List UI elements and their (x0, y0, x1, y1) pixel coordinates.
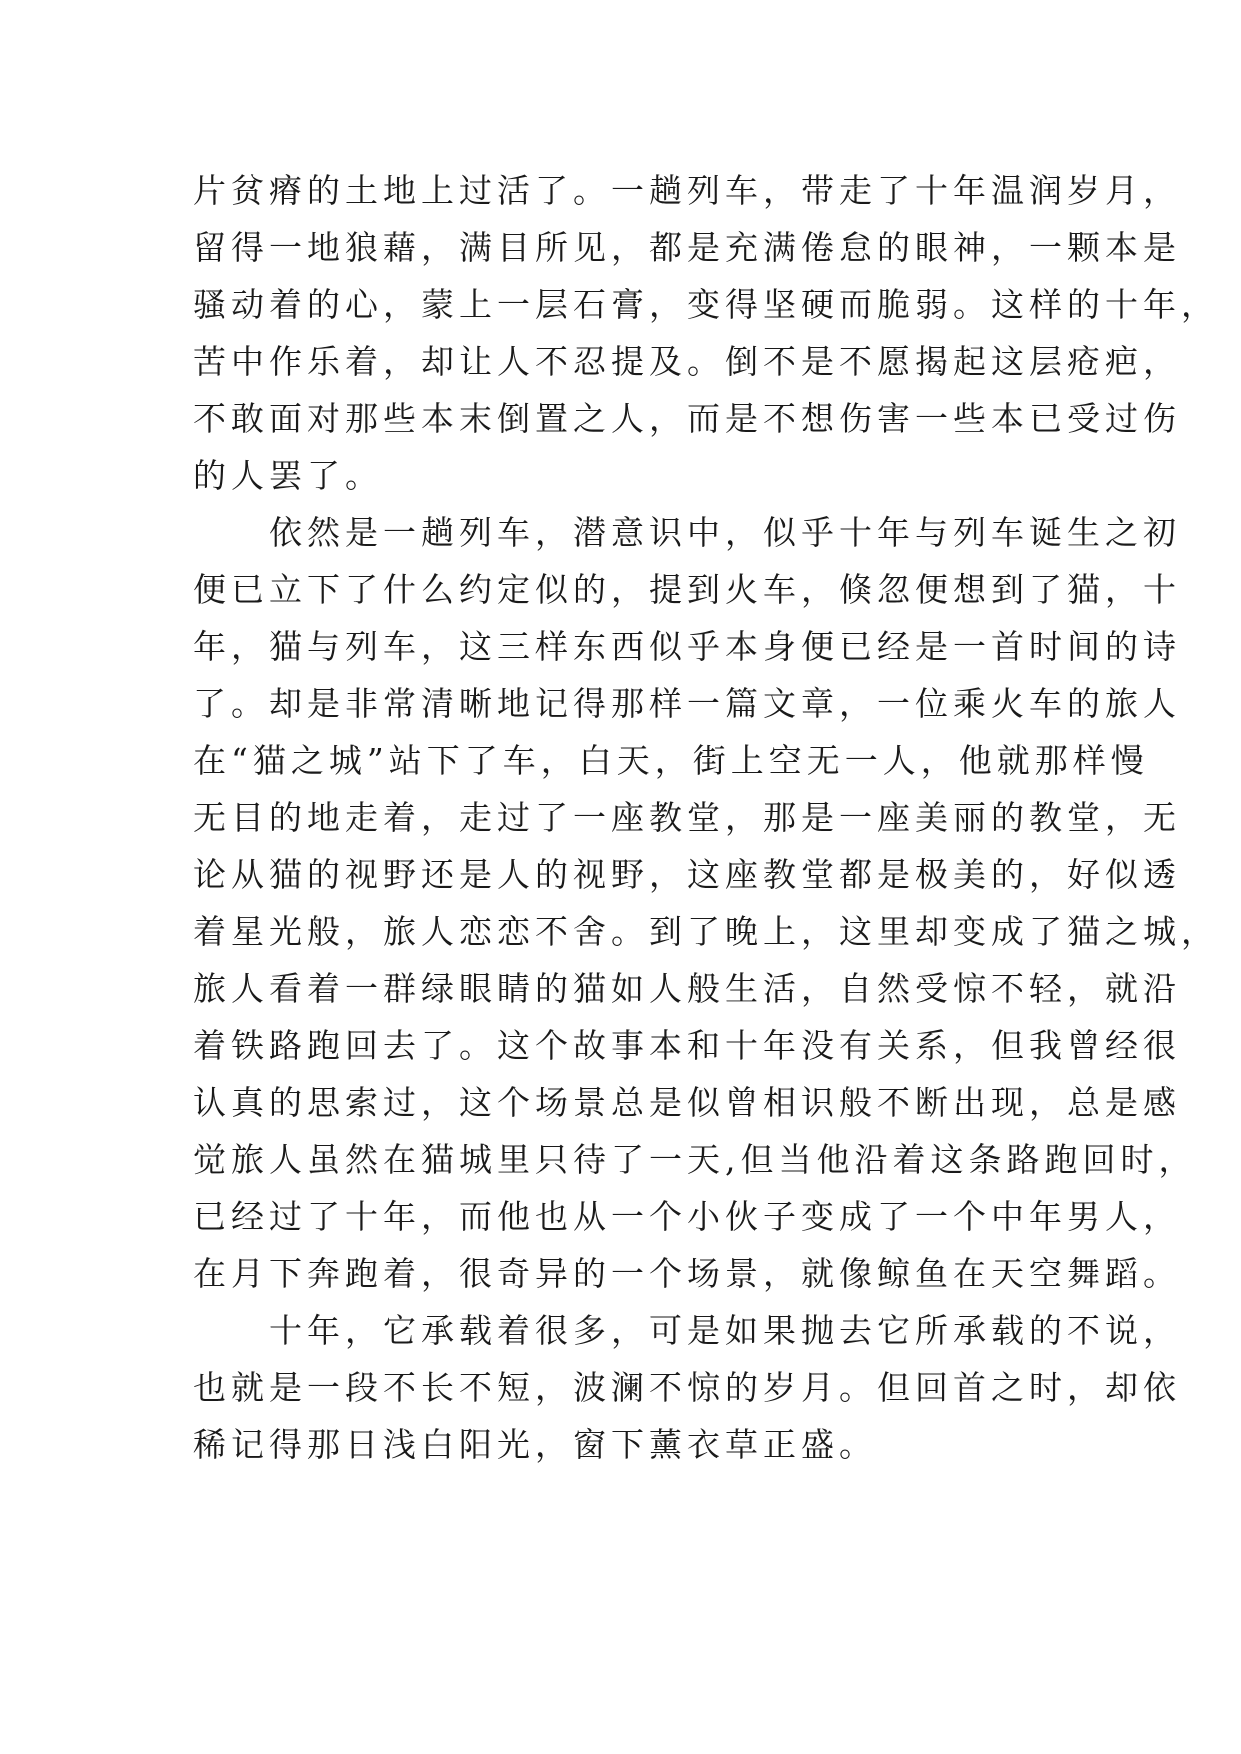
text-line: 认真的思索过，这个场景总是似曾相识般不断出现，总是感 (193, 1083, 1181, 1122)
text-line: 着铁路跑回去了。这个故事本和十年没有关系，但我曾经很 (193, 1026, 1181, 1065)
text-line: 片贫瘠的土地上过活了。一趟列车，带走了十年温润岁月， (193, 171, 1181, 210)
text-line: 也就是一段不长不短，波澜不惊的岁月。但回首之时，却依 (193, 1368, 1181, 1407)
text-line: 苦中作乐着，却让人不忍提及。倒不是不愿揭起这层疮疤， (193, 342, 1181, 381)
text-line: 了。却是非常清晰地记得那样一篇文章，一位乘火车的旅人 (193, 684, 1181, 723)
text-line: 在“猫之城”站下了车，白天，街上空无一人，他就那样慢 (193, 741, 1149, 780)
paragraph-3 (193, 1302, 1181, 1473)
text-line: 觉旅人虽然在猫城里只待了一天,但当他沿着这条路跑回时， (193, 1140, 1197, 1179)
text-line: 着星光般，旅人恋恋不舍。到了晚上，这里却变成了猫之城， (193, 912, 1219, 951)
text-line: 稀记得那日浅白阳光，窗下薰衣草正盛。 (193, 1425, 877, 1464)
text-line: 十年，它承载着很多，可是如果抛去它所承载的不说， (269, 1311, 1181, 1350)
text-line: 依然是一趟列车，潜意识中，似乎十年与列车诞生之初 (269, 513, 1181, 552)
text-line: 不敢面对那些本末倒置之人，而是不想伤害一些本已受过伤 (193, 399, 1181, 438)
text-line: 留得一地狼藉，满目所见，都是充满倦怠的眼神，一颗本是 (193, 228, 1181, 267)
body-text (193, 162, 1219, 1473)
text-line: 论从猫的视野还是人的视野，这座教堂都是极美的，好似透 (193, 855, 1181, 894)
paragraph-1 (193, 162, 1219, 504)
text-line: 在月下奔跑着，很奇异的一个场景，就像鲸鱼在天空舞蹈。 (193, 1254, 1181, 1293)
paragraph-2 (193, 504, 1219, 1302)
text-line: 旅人看着一群绿眼睛的猫如人般生活，自然受惊不轻，就沿 (193, 969, 1181, 1008)
text-line: 便已立下了什么约定似的，提到火车，倏忽便想到了猫，十 (193, 570, 1181, 609)
text-line: 年，猫与列车，这三样东西似乎本身便已经是一首时间的诗 (193, 627, 1181, 666)
text-line: 骚动着的心，蒙上一层石膏，变得坚硬而脆弱。这样的十年， (193, 285, 1219, 324)
text-line: 无目的地走着，走过了一座教堂，那是一座美丽的教堂，无 (193, 798, 1181, 837)
text-line: 已经过了十年，而他也从一个小伙子变成了一个中年男人， (193, 1197, 1181, 1236)
text-line: 的人罢了。 (193, 456, 383, 495)
